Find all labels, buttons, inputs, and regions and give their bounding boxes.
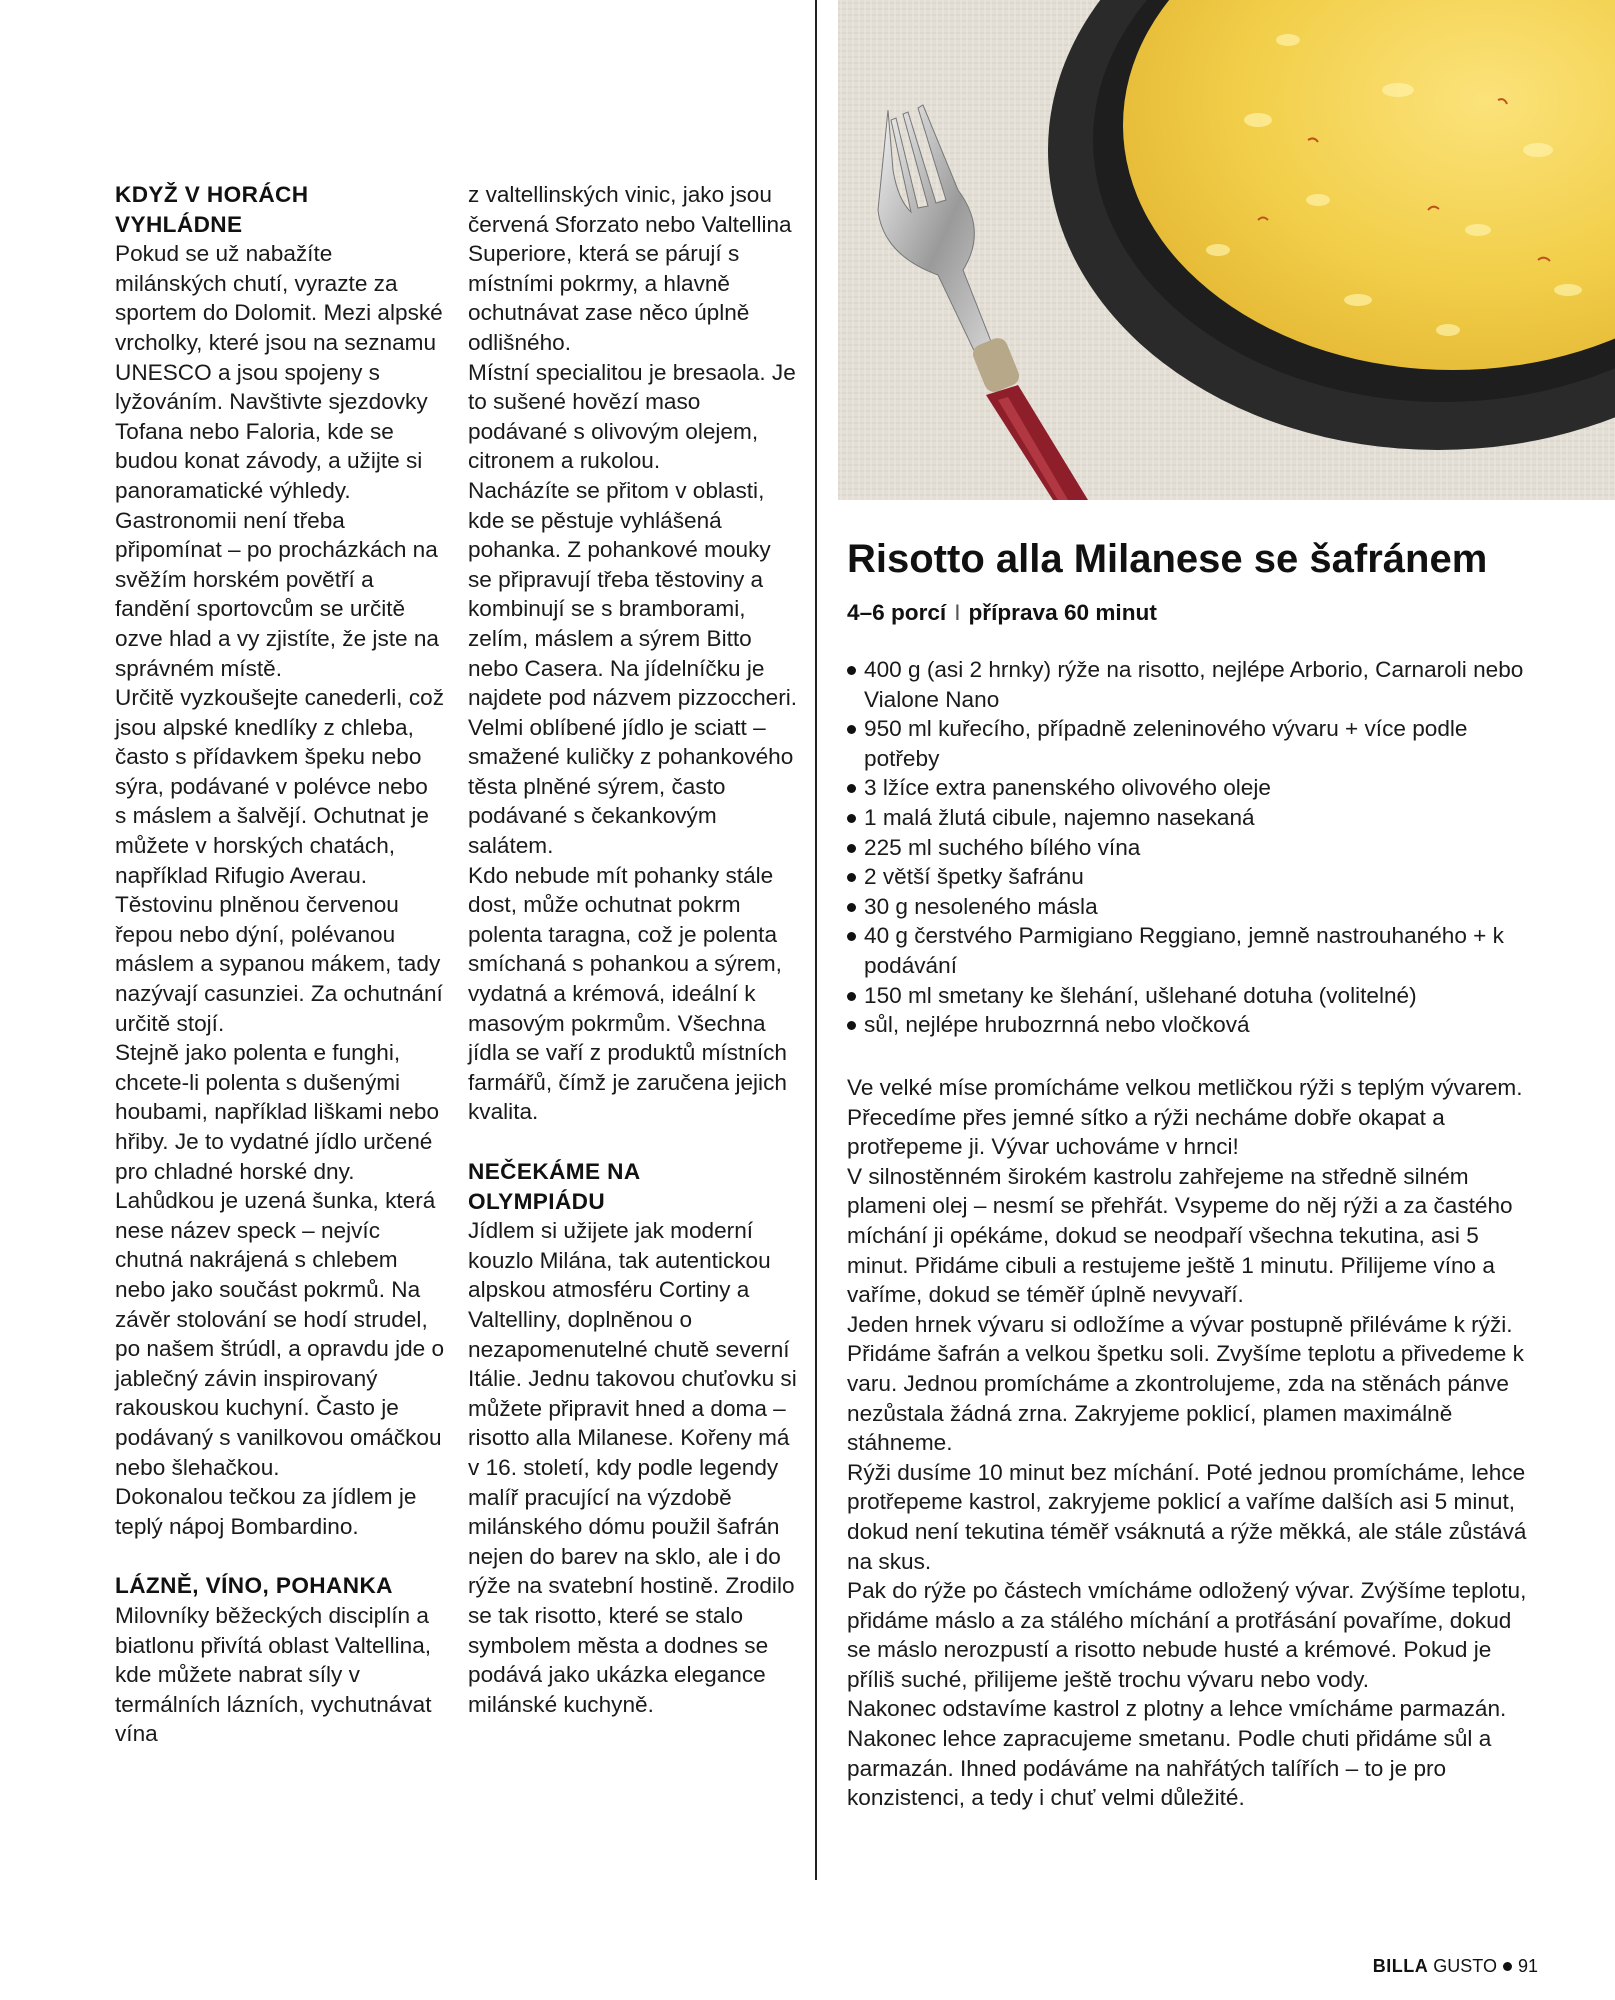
method-step: Jeden hrnek vývaru si odložíme a vývar postupně přiléváme k rýži. Přidáme šafrán a velkou špetku soli. Zvyšíme teplotu a přivedeme k varu. Jednou promícháme a zkontrolujeme, zda na stěnách pánve nezůstala žádná zrna. Zakryjeme poklicí, plamen maximálně stáhneme. — [847, 1311, 1524, 1456]
brand-name: BILLA — [1372, 1956, 1429, 1976]
section-heading-olympics: NEČEKÁME NA OLYMPIÁDU — [468, 1159, 640, 1214]
section-heading-spa-wine: LÁZNĚ, VÍNO, POHANKA — [115, 1573, 393, 1599]
method-step: V silnostěnném širokém kastrolu zahřejeme na středně silném plameni olej – nesmí se přehřát. Vsypeme do něj rýži a za častého míchání ji opékáme, dokud se neodpaří všechna tekutina, asi 5 minut. Přidáme cibuli a restujeme ještě 1 minutu. Přilijeme víno a vaříme, dokud se téměř úplně nevyvaří. — [847, 1163, 1513, 1308]
ingredient-item: 3 lžíce extra panenského olivového oleje — [847, 773, 1547, 803]
paragraph: Dokonalou tečkou za jídlem je teplý nápoj Bombardino. — [115, 1484, 417, 1539]
method-step: Rýži dusíme 10 minut bez míchání. Poté jednou promícháme, lehce protřepeme kastrol, zakryjeme poklicí a vaříme dalších asi 5 minut, dokud není tekutina téměř vsáknutá a rýže měkká, ale stále zůstává na skus. — [847, 1459, 1527, 1574]
recipe-meta — [847, 598, 1157, 628]
ingredient-item: sůl, nejlépe hrubozrnná nebo vločková — [847, 1010, 1547, 1040]
section-heading-mountains: KDYŽ V HORÁCH VYHLÁDNE — [115, 182, 309, 237]
recipe-method — [847, 1073, 1527, 1813]
paragraph: Určitě vyzkoušejte canederli, což jsou alpské knedlíky z chleba, často s přídavkem špeku nebo sýra, podávané v polévce nebo s máslem a šalvějí. Ochutnat je můžete v horských chatách, například Rifugio Averau. — [115, 685, 444, 888]
meta-separator: I — [954, 600, 961, 625]
ingredients-list — [847, 655, 1547, 1040]
prep-time: příprava 60 minut — [968, 600, 1157, 625]
ingredient-item: 30 g nesoleného másla — [847, 892, 1547, 922]
paragraph: z valtellinských vinic, jako jsou červená Sforzato nebo Valtellina Superiore, která se párují s místními pokrmy, a hlavně ochutnávat zase něco úplně odlišného. — [468, 182, 792, 355]
paragraph: Stejně jako polenta e funghi, chcete-li polenta s dušenými houbami, například liškami nebo hřiby. Je to vydatné jídlo určené pro chladné horské dny. — [115, 1040, 440, 1184]
ingredient-item: 1 malá žlutá cibule, najemno nasekaná — [847, 803, 1547, 833]
method-step: Ve velké míse promícháme velkou metličkou rýži s teplým vývarem. Přecedíme přes jemné sítko a rýži necháme dobře okapat a protřepeme ji. Vývar uchováme v hrnci! — [847, 1075, 1523, 1160]
ingredient-item: 2 větší špetky šafránu — [847, 862, 1547, 892]
ingredient-item: 150 ml smetany ke šlehání, ušlehané dotuha (volitelné) — [847, 981, 1547, 1011]
bullet-dot — [1503, 1962, 1512, 1971]
paragraph: Milovníky běžeckých disciplín a biatlonu přivítá oblast Valtellina, kde můžete nabrat síly v termálních lázních, vychutnávat vína — [115, 1602, 432, 1747]
paragraph: Jídlem si užijete jak moderní kouzlo Milána, tak autentickou alpskou atmosféru Cortiny a Valtelliny, doplněnou o nezapomenutelné chutě severní Itálie. Jednu takovou chuťovku si můžete připravit hned a doma – risotto alla Milanese. Kořeny má v 16. století, kdy podle legendy malíř pracující na výzdobě milánského dómu použil šafrán nejen do barev na sklo, ale i do rýže na svatební hostině. Zrodilo se tak risotto, které se stalo symbolem města a dodnes se podává jako ukázka elegance milánské kuchyně. — [468, 1218, 797, 1717]
ingredient-item: 40 g čerstvého Parmigiano Reggiano, jemně nastrouhaného + k podávání — [847, 921, 1547, 980]
method-step: Pak do rýže po částech vmícháme odložený vývar. Zvýšíme teplotu, přidáme máslo a za stálého míchání a protřásání povaříme, dokud se máslo nerozpustí a risotto nebude husté a krémové. Pokud je příliš suché, přilijeme ještě trochu vývaru nebo vody. — [847, 1578, 1527, 1692]
recipe-title: Risotto alla Milanese se šafránem — [847, 537, 1488, 581]
ingredient-item: 400 g (asi 2 hrnky) rýže na risotto, nejlépe Arborio, Carnaroli nebo Vialone Nano — [847, 655, 1547, 714]
servings: 4–6 porcí — [847, 600, 947, 625]
ingredient-item: 950 ml kuřecího, případně zeleninového vývaru + více podle potřeby — [847, 714, 1547, 773]
ingredient-item: 225 ml suchého bílého vína — [847, 833, 1547, 863]
paragraph: Lahůdkou je uzená šunka, která nese název speck – nejvíc chutná nakrájená s chlebem nebo jako součást pokrmů. Na závěr stolování se hodí strudel, po našem štrúdl, a opravdu jde o jablečný závin inspirovaný rakouskou kuchyní. Často je podávaný s vanilkovou omáčkou nebo šlehačkou. — [115, 1188, 445, 1480]
page-number: 91 — [1517, 1956, 1538, 1976]
paragraph: Nacházíte se přitom v oblasti, kde se pěstuje vyhlášená pohanka. Z pohankové mouky se připravují třeba těstoviny a kombinují se s bramborami, zelím, máslem a sýrem Bitto nebo Casera. Na jídelníčku je najdete pod názvem pizzoccheri. — [468, 477, 798, 711]
column-divider — [815, 0, 817, 1880]
article-column-middle — [468, 180, 798, 1719]
method-step: Nakonec odstavíme kastrol z plotny a lehce vmícháme parmazán. Nakonec lehce zapracujeme smetanu. Podle chuti přidáme sůl a parmazán. Ihned podáváme na nahřátých talířích – to je pro konzistenci, a tedy i chuť velmi důležité. — [847, 1696, 1507, 1811]
paragraph: Místní specialitou je bresaola. Je to sušené hovězí maso podávané s olivovým olejem, citronem a rukolou. — [468, 359, 796, 474]
article-column-left — [115, 180, 445, 1749]
paragraph: Pokud se už nabažíte milánských chutí, vyrazte za sportem do Dolomit. Mezi alpské vrcholky, které jsou na seznamu UNESCO a jsou spojeny s lyžováním. Navštivte sjezdovky Tofana nebo Faloria, kde se budou konat závody, a užijte si panoramatické výhledy. — [115, 241, 443, 503]
page-footer — [1373, 1955, 1538, 1977]
paragraph: Velmi oblíbené jídlo je sciatt – smažené kuličky z pohankového těsta plněné sýrem, často podávané s čekankovým salátem. — [468, 714, 794, 859]
magazine-name: GUSTO — [1433, 1956, 1497, 1976]
paragraph: Gastronomii není třeba připomínat – po procházkách na svěžím horském povětří a fandění sportovcům se určitě ozve hlad a vy zjistíte, že jste na správném místě. — [115, 507, 440, 681]
paragraph: Kdo nebude mít pohanky stále dost, může ochutnat pokrm polenta taragna, což je polenta smíchaná s pohankou a sýrem, vydatná a krémová, ideální k masovým pokrmům. Všechna jídla se vaří z produktů místních farmářů, čímž je zaručena jejich kvalita. — [468, 862, 787, 1125]
risotto-photo — [838, 0, 1615, 500]
paragraph: Těstovinu plněnou červenou řepou nebo dýní, polévanou máslem a sypanou mákem, tady nazývají casunziei. Za ochutnání určitě stojí. — [115, 892, 443, 1036]
